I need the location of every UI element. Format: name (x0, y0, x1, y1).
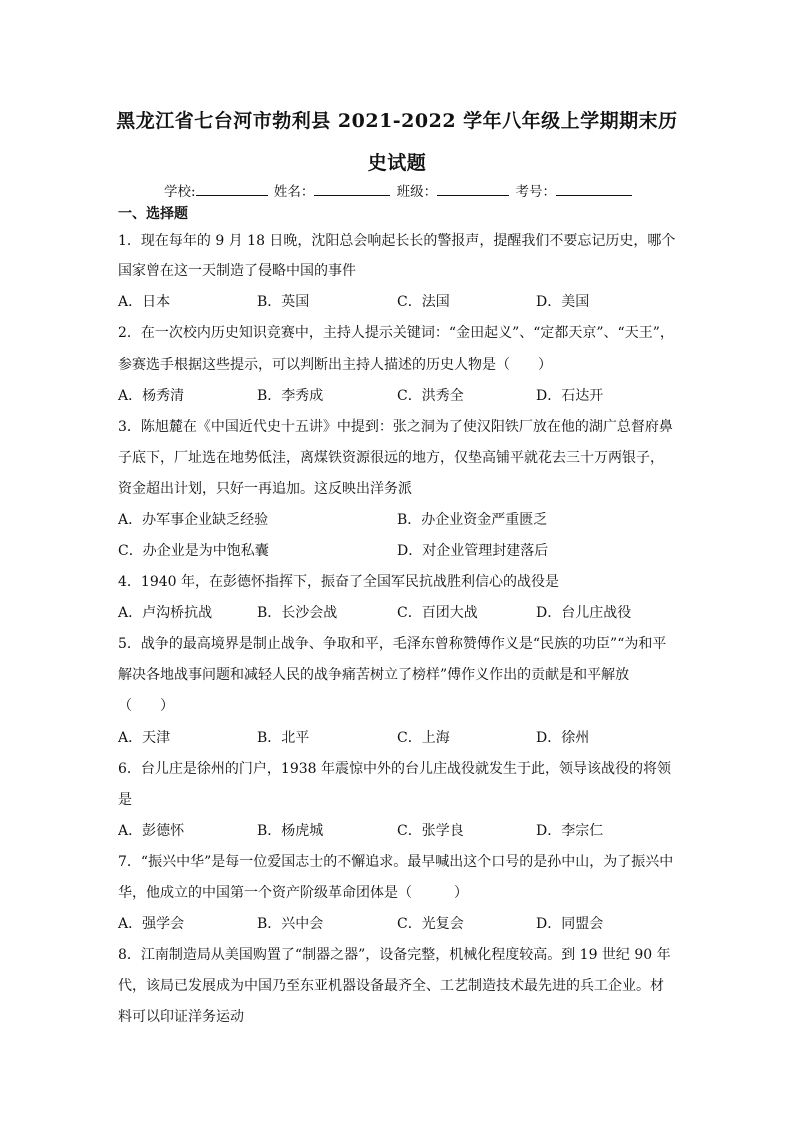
question-6-option-c[interactable]: C．张学良 (397, 823, 464, 839)
question-3-option-c[interactable]: C．办企业是为中饱私囊 (118, 543, 269, 559)
question-1-option-c[interactable]: C．法国 (397, 294, 450, 310)
question-6-option-a[interactable]: A．彭德怀 (118, 823, 185, 839)
question-7-text-line-1: 7．“振兴中华”是每一位爱国志士的不懈追求。最早喊出这个口号的是孙中山，为了振兴中 (118, 854, 674, 870)
name-blank[interactable] (314, 182, 390, 196)
question-7-option-b[interactable]: B．兴中会 (257, 916, 324, 932)
question-3-text-line-2: 子底下，厂址选在地势低洼，离煤铁资源很远的地方，仅垫高铺平就花去三十万两银子， (118, 450, 664, 466)
question-5-option-b[interactable]: B．北平 (257, 730, 310, 746)
student-info-row (164, 180, 634, 200)
question-1-option-a[interactable]: A．日本 (118, 294, 171, 310)
question-8-text-line-3: 料可以印证洋务运动 (118, 1009, 244, 1025)
question-6-text-line-1: 6．台儿庄是徐州的门户，1938 年震惊中外的台儿庄战役就发生于此，领导该战役的将领 (118, 761, 671, 777)
question-1-text-line-2: 国家曾在这一天制造了侵略中国的事件 (118, 263, 356, 279)
question-4-option-a[interactable]: A．卢沟桥抗战 (118, 605, 213, 621)
question-1-text-line-1: 1．现在每年的 9 月 18 日晚，沈阳总会响起长长的警报声，提醒我们不要忘记历史，哪个 (118, 233, 676, 249)
question-6-option-b[interactable]: B．杨虎城 (257, 823, 324, 839)
id-label: 考号： (515, 184, 556, 200)
question-1-option-d[interactable]: D．美国 (536, 294, 590, 310)
question-8-text-line-2: 代，该局已发展成为中国乃至东亚机器设备最齐全、工艺制造技术最先进的兵工企业。材 (118, 978, 664, 994)
question-7-option-c[interactable]: C．光复会 (397, 916, 464, 932)
section-heading: 一、选择题 (118, 206, 188, 222)
school-label: 学校: (164, 184, 196, 200)
question-2-option-d[interactable]: D．石达开 (536, 388, 604, 404)
question-2-text-line-2: 参赛选手根据这些提示，可以判断出主持人描述的历史人物是（ ） (118, 357, 552, 373)
question-7-option-d[interactable]: D．同盟会 (536, 916, 604, 932)
question-2-option-b[interactable]: B．李秀成 (257, 388, 324, 404)
question-7-option-a[interactable]: A．强学会 (118, 916, 185, 932)
question-5-text-line-1: 5．战争的最高境界是制止战争、争取和平，毛泽东曾称赞傅作义是“民族的功臣”“为和平 (118, 636, 667, 652)
question-2-option-c[interactable]: C．洪秀全 (397, 388, 464, 404)
question-1-option-b[interactable]: B．英国 (257, 294, 310, 310)
question-7-text-line-2: 华，他成立的中国第一个资产阶级革命团体是（ ） (118, 885, 468, 901)
question-5-option-a[interactable]: A．天津 (118, 730, 171, 746)
question-3-option-b[interactable]: B．办企业资金严重匮乏 (397, 512, 548, 528)
question-3-option-d[interactable]: D．对企业管理封建落后 (397, 543, 549, 559)
question-6-option-d[interactable]: D．李宗仁 (536, 823, 604, 839)
question-4-option-b[interactable]: B．长沙会战 (257, 605, 338, 621)
class-label: 班级： (396, 184, 438, 200)
question-5-option-d[interactable]: D．徐州 (536, 730, 590, 746)
question-2-text-line-1: 2．在一次校内历史知识竞赛中，主持人提示关键词：“金田起义”、“定都天京”、“天王”， (118, 325, 674, 341)
question-3-text-line-1: 3．陈旭麓在《中国近代史十五讲》中提到：张之洞为了使汉阳铁厂放在他的湖广总督府鼻 (118, 419, 673, 435)
question-8-text-line-1: 8．江南制造局从美国购置了“制器之器”，设备完整，机械化程度较高。到 19 世纪 90 年 (118, 947, 671, 963)
question-3-text-line-3: 资金超出计划，只好一再追加。这反映出洋务派 (118, 481, 412, 497)
school-blank[interactable] (196, 182, 268, 196)
question-4-option-c[interactable]: C．百团大战 (397, 605, 478, 621)
question-4-option-d[interactable]: D．台儿庄战役 (536, 605, 632, 621)
question-5-option-c[interactable]: C．上海 (397, 730, 450, 746)
question-3-option-a[interactable]: A．办军事企业缺乏经验 (118, 512, 269, 528)
question-6-text-line-2: 是 (118, 792, 132, 808)
exam-title-line-1: 黑龙江省七台河市勃利县 2021-2022 学年八年级上学期期末历 (116, 110, 678, 132)
question-5-answer-paren: （ ） (118, 698, 174, 714)
question-5-text-line-2: 解决各地战事问题和减轻人民的战争痛苦树立了榜样”傅作义作出的贡献是和平解放 (118, 667, 630, 683)
question-4-text-line-1: 4．1940 年，在彭德怀指挥下，振奋了全国军民抗战胜利信心的战役是 (118, 574, 559, 590)
question-2-option-a[interactable]: A．杨秀清 (118, 388, 185, 404)
exam-title-line-2: 史试题 (367, 152, 427, 174)
name-label: 姓名： (273, 184, 315, 200)
id-blank[interactable] (556, 182, 632, 196)
class-blank[interactable] (437, 182, 509, 196)
